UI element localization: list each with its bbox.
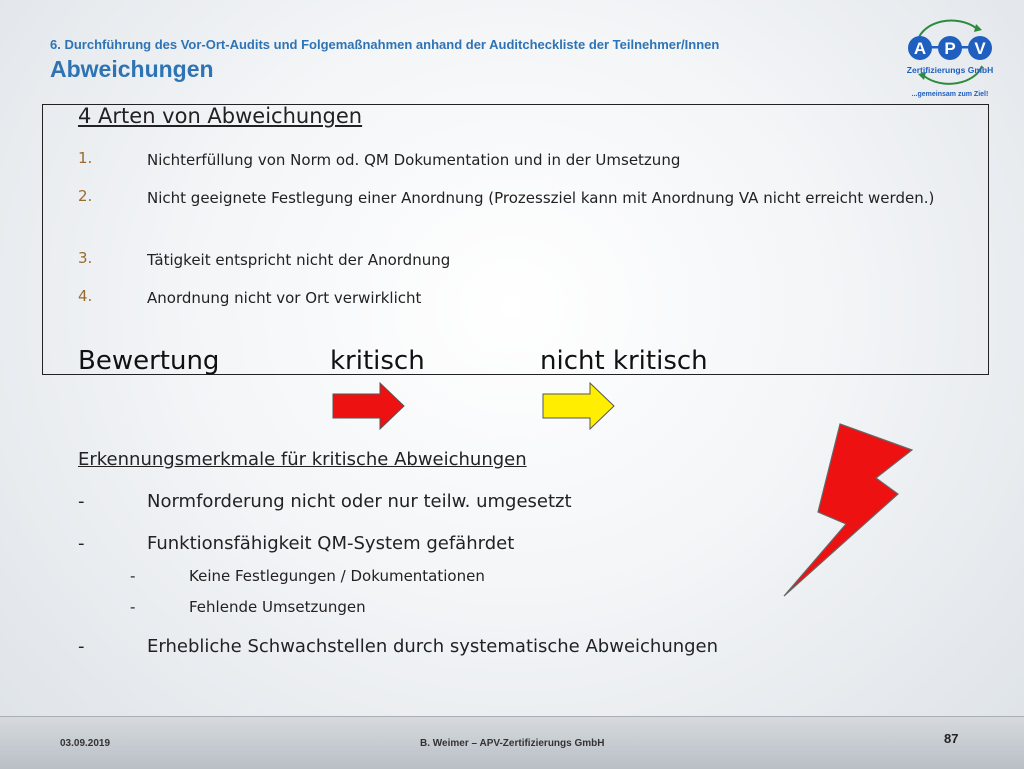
page-number: 87 [944, 731, 959, 746]
bullet-dash: - [78, 491, 85, 512]
logo-letter-v: V [974, 39, 986, 58]
list-number: 3. [78, 249, 93, 267]
bullet-dash: - [78, 533, 85, 554]
yellow-arrow-icon [542, 382, 616, 430]
footer-date: 03.09.2019 [60, 738, 111, 749]
list-number: 2. [78, 187, 93, 205]
criteria-item: Erhebliche Schwachstellen durch systematische Abweichungen [147, 636, 719, 657]
footer-author: B. Weimer – APV-Zertifizierungs GmbH [420, 738, 605, 749]
bewertung-row [78, 346, 219, 376]
logo-letter-a: A [913, 39, 927, 58]
slide-subtitle: 6. Durchführung des Vor-Ort-Audits und Folgemaßnahmen anhand der Auditcheckliste der Teilnehmer/Innen [50, 37, 720, 52]
list-item: Nichterfüllung von Norm od. QM Dokumentation und in der Umsetzung [147, 151, 681, 169]
logo-graphic [896, 14, 1000, 100]
logo-slogan: ...gemeinsam zum Ziel! [911, 91, 989, 98]
noncritical-label: nicht kritisch [540, 346, 708, 376]
apv-logo [896, 14, 1000, 100]
bewertung-label: Bewertung [78, 346, 220, 376]
criteria-item: Normforderung nicht oder nur teilw. umgesetzt [147, 491, 572, 512]
criteria-subitem: Keine Festlegungen / Dokumentationen [189, 567, 485, 585]
sub-bullet-dash: - [130, 598, 136, 616]
criteria-heading: Erkennungsmerkmale für kritische Abweichungen [78, 449, 527, 470]
box-heading: 4 Arten von Abweichungen [78, 104, 363, 128]
slide-title: Abweichungen [50, 56, 214, 82]
list-number: 1. [78, 149, 93, 167]
criteria-item: Funktionsfähigkeit QM-System gefährdet [147, 533, 515, 554]
list-item: Anordnung nicht vor Ort verwirklicht [147, 289, 422, 307]
criteria-subitem: Fehlende Umsetzungen [189, 598, 366, 616]
list-item: Tätigkeit entspricht nicht der Anordnung [147, 251, 451, 269]
critical-label: kritisch [330, 346, 425, 376]
bullet-dash: - [78, 636, 85, 657]
logo-company: Zertifizierungs GmbH [906, 65, 994, 75]
red-arrow-icon [332, 382, 406, 430]
list-number: 4. [78, 287, 93, 305]
content-box [42, 104, 989, 375]
lightning-bolt-icon [780, 420, 920, 600]
logo-letter-p: P [944, 39, 956, 58]
list-item: Nicht geeignete Festlegung einer Anordnung (Prozessziel kann mit Anordnung VA nicht erreicht werden.) [147, 189, 935, 207]
sub-bullet-dash: - [130, 567, 136, 585]
